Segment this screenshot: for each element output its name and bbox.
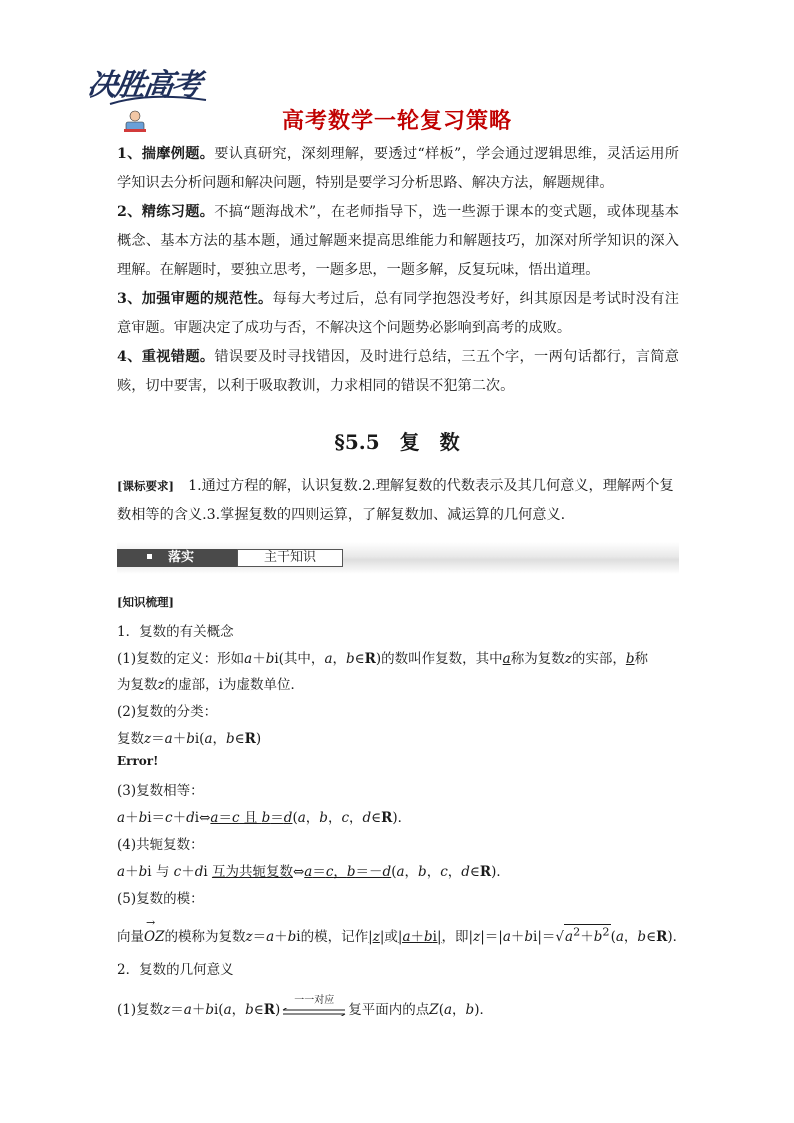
classification-label: (2)复数的分类： bbox=[117, 704, 218, 720]
knowledge-tag: [知识梳理] bbox=[117, 595, 174, 609]
strategy-body: 不搞“题海战术”，在老师指导下，选一些源于课本的变式题，或体现基本概念、基本方法的基本题，通过解题来提高思维能力和解题技巧，加深对所学知识的深入理解。在解题时，要独立思考，一题多思，一题多解，反复玩味，悟出道理。 bbox=[117, 204, 679, 278]
section-band bbox=[117, 542, 679, 574]
strategy-head: 2、精练习题。 bbox=[117, 204, 215, 220]
requirements-tag: [课标要求] bbox=[117, 479, 174, 493]
classification-line: 复数z＝a＋bi(a，b∈R) bbox=[117, 731, 262, 747]
geometric-line: (1)复数z＝a＋bi(a，b∈R) 一一对应 复平面内的点Z(a，b)． bbox=[117, 994, 493, 1018]
strategy-head: 3、加强审题的规范性。 bbox=[117, 291, 273, 307]
definition-line-2: 为复数z的虚部，i为虚数单位． bbox=[117, 677, 304, 693]
strategy-body: 每每大考过后，总有同学抱怨没考好，纠其原因是考试时没有注意审题。审题决定了成功与否，不解决这个问题势必影响到高考的成败。 bbox=[117, 291, 679, 336]
square-bullet-icon bbox=[147, 554, 152, 559]
correspondence-arrow-icon: 一一对应 bbox=[282, 1006, 346, 1016]
section-title: §5.5 复 数 bbox=[334, 430, 460, 454]
modulus-label: (5)复数的模： bbox=[117, 891, 204, 907]
band-dark-label: 落实 bbox=[117, 549, 237, 567]
curriculum-requirements bbox=[117, 472, 679, 530]
knowledge-item-1: 1．复数的有关概念 bbox=[117, 624, 234, 640]
conjugate-line: a＋bi 与 c＋di 互为共轭复数⇔a＝c，b＝－d(a，b，c，d∈R)． bbox=[117, 864, 510, 880]
band-light-label: 主干知识 bbox=[237, 549, 343, 567]
requirements-text: 1.通过方程的解，认识复数.2.理解复数的代数表示及其几何意义，理解两个复数相等的含义.3.掌握复数的四则运算，了解复数加、减运算的几何意义. bbox=[117, 478, 674, 523]
strategy-body: 要认真研究，深刻理解，要透过“样板”，学会通过逻辑思维，灵活运用所学知识去分析问题和解决问题，特别是要学习分析思路、解决方法，解题规律。 bbox=[117, 146, 679, 191]
logo-text: 决胜高考 bbox=[85, 68, 202, 103]
strategy-item-3 bbox=[117, 285, 679, 343]
strategy-head: 1、揣摩例题。 bbox=[117, 146, 215, 162]
equality-label: (3)复数相等： bbox=[117, 783, 204, 799]
definition-line: (1)复数的定义：形如a＋bi(其中，a，b∈R)的数叫作复数，其中a称为复数z的实部，b称 bbox=[117, 651, 649, 667]
equality-line: a＋bi＝c＋di⇔a＝c 且 b＝d(a，b，c，d∈R)． bbox=[117, 810, 412, 826]
strategy-item-1 bbox=[117, 140, 679, 198]
strategy-body: 错误要及时寻找错因，及时进行总结，三五个字，一两句话都行，言简意赅，切中要害，以利于吸取教训，力求相同的错误不犯第二次。 bbox=[117, 349, 679, 394]
error-text: Error! bbox=[117, 754, 159, 768]
page-title: 高考数学一轮复习策略 bbox=[281, 109, 512, 134]
conjugate-label: (4)共轭复数： bbox=[117, 837, 204, 853]
strategy-head: 4、重视错题。 bbox=[117, 349, 215, 365]
strategy-item-2 bbox=[117, 198, 679, 285]
knowledge-item-2: 2．复数的几何意义 bbox=[117, 962, 234, 978]
strategy-item-4 bbox=[117, 343, 679, 401]
modulus-line: 向量→ OZ的模称为复数z＝a＋bi的模，记作|z|或|a＋bi|，即$|z|=|a+bi|=√a^2+b^2(a$，b∈R)． bbox=[117, 924, 687, 945]
